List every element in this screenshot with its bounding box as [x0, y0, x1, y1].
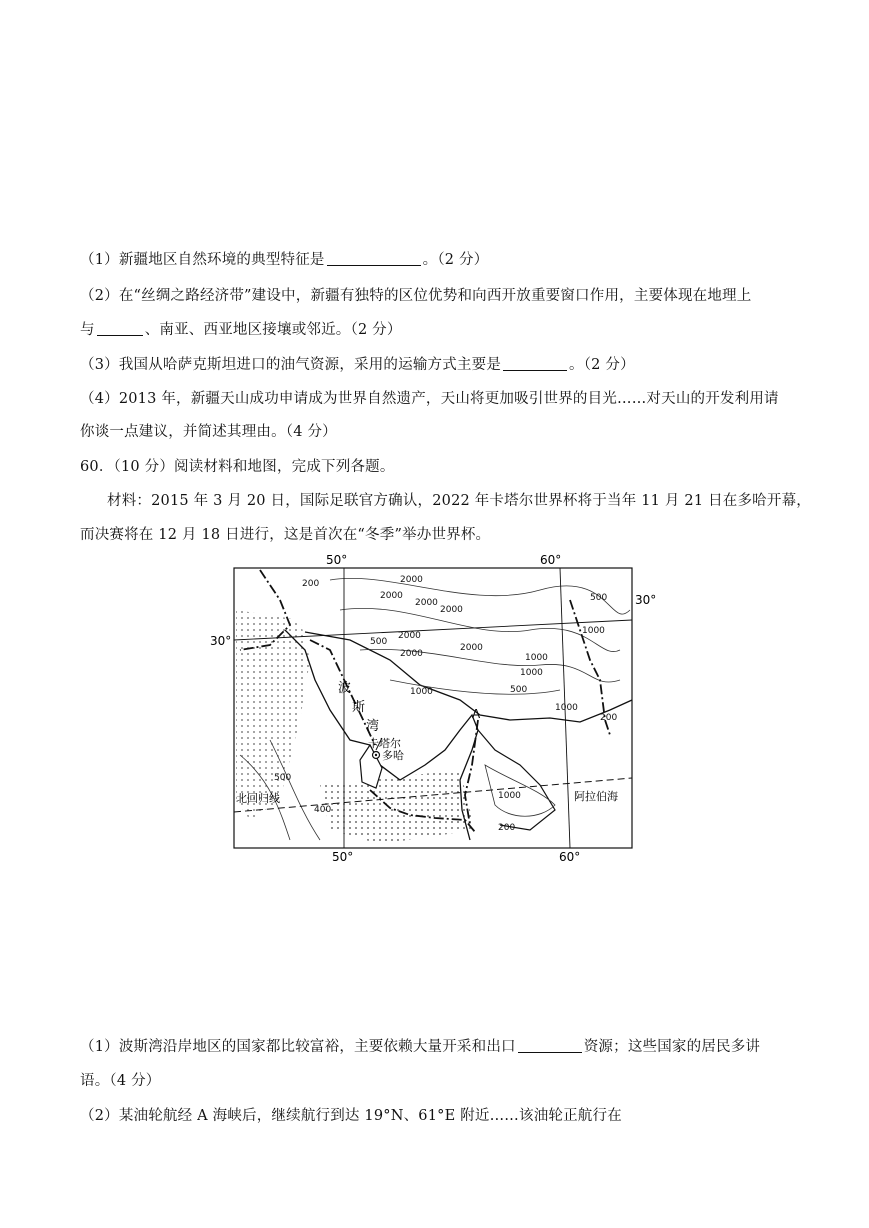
gulf-label: 波 [338, 681, 352, 696]
contour-label: 2000 [398, 631, 421, 641]
q59-part2: （2）在“丝绸之路经济带”建设中，新疆有独特的区位优势和向西开放重要窗口作用，主要体现在地理上 [80, 288, 752, 304]
q60-sub2: （2）某油轮航经 A 海峡后，继续航行到达 19°N、61°E 附近……该油轮正航行在 [80, 1108, 622, 1124]
gulf-label: 湾 [366, 719, 380, 734]
q59-part1: （1）新疆地区自然环境的典型特征是 。（2 分） [80, 252, 489, 268]
q60-material-cont: 而决赛将在 12 月 18 日进行，这是首次在“冬季”举办世界杯。 [80, 527, 491, 543]
gulf-label: 斯 [352, 700, 366, 715]
arabian-sea-label: 阿拉伯海 [574, 790, 618, 803]
answer-blank[interactable] [518, 1038, 582, 1053]
q59-part2-cont: 与 、南亚、西亚地区接壤或邻近。（2 分） [80, 322, 402, 338]
contour-label: 2000 [440, 605, 463, 615]
lon-label-50-bottom: 50° [332, 850, 354, 864]
contour-label: 500 [510, 685, 528, 695]
contour-label: 500 [274, 773, 292, 783]
answer-blank[interactable] [327, 251, 421, 266]
lat-label-30-left: 30° [210, 634, 232, 648]
q60-sub1-cont: 语。（4 分） [80, 1073, 161, 1089]
contour-label: 1000 [582, 626, 605, 636]
contour-label: 2000 [400, 575, 423, 585]
contour-label: 500 [590, 593, 608, 603]
contour-label: 1000 [498, 791, 521, 801]
qatar-label: 卡塔尔 [368, 737, 401, 750]
contour-label: 1000 [555, 703, 578, 713]
doha-label: 多哈 [382, 749, 404, 762]
q60-material: 材料：2015 年 3 月 20 日，国际足联官方确认，2022 年卡塔尔世界杯将于当年 11 月 21 日在多哈开幕， [107, 493, 811, 509]
contour-label: 2000 [460, 643, 483, 653]
q59-part3: （3）我国从哈萨克斯坦进口的油气资源，采用的运输方式主要是 。（2 分） [80, 357, 635, 373]
contour-label: 500 [370, 637, 388, 647]
contour-label: 1000 [410, 687, 433, 697]
answer-blank[interactable] [97, 321, 143, 336]
contour-label: 1000 [520, 668, 543, 678]
contour-label: 200 [600, 713, 618, 723]
lat-label-30-right: 30° [635, 593, 657, 607]
q59-part4: （4）2013 年，新疆天山成功申请成为世界自然遗产，天山将更加吸引世界的目光……对天山的开发利用请 [80, 391, 779, 407]
lon-label-50-top: 50° [326, 553, 348, 567]
contour-label: 200 [302, 579, 320, 589]
persian-gulf-map [210, 550, 657, 864]
contour-label: 400 [314, 805, 332, 815]
lon-label-60-top: 60° [540, 553, 562, 567]
strait-a-label: A [472, 707, 481, 721]
q59-part4-cont: 你谈一点建议，并简述其理由。（4 分） [80, 424, 337, 440]
contour-label: 200 [498, 823, 516, 833]
contour-label: 2000 [400, 649, 423, 659]
lon-label-60-bottom: 60° [559, 850, 581, 864]
contour-label: 2000 [380, 591, 403, 601]
contour-label: 2000 [415, 598, 438, 608]
q60-heading: 60．（10 分）阅读材料和地图，完成下列各题。 [80, 459, 395, 475]
answer-blank[interactable] [503, 356, 567, 371]
contour-label: 1000 [525, 653, 548, 663]
tropic-label: 北回归线 [236, 792, 280, 805]
q60-sub1: （1）波斯湾沿岸地区的国家都比较富裕，主要依赖大量开采和出口 资源；这些国家的居民多讲 [80, 1039, 761, 1055]
